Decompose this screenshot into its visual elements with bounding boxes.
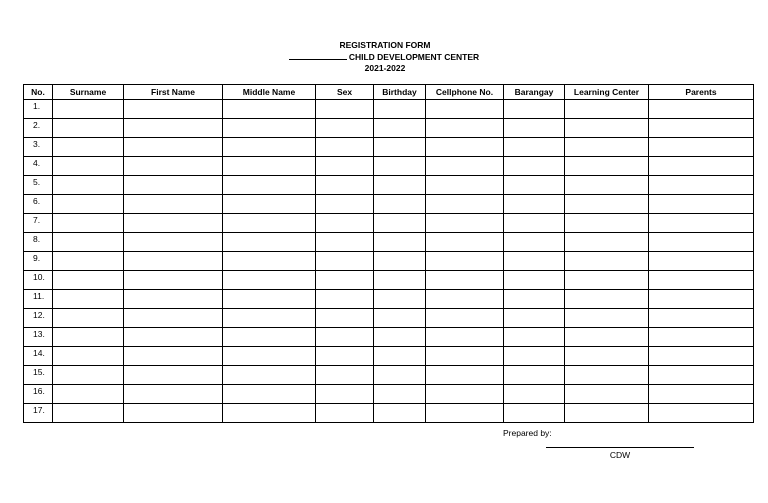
barangay-cell[interactable] — [504, 309, 565, 328]
form-title: REGISTRATION FORM — [339, 40, 431, 50]
first-name-cell[interactable] — [124, 347, 223, 366]
sex-cell[interactable] — [316, 309, 374, 328]
birthday-cell[interactable] — [374, 157, 426, 176]
column-header-first-name: First Name — [124, 85, 223, 100]
sex-cell[interactable] — [316, 214, 374, 233]
table-row — [24, 233, 754, 252]
row-number: 17. — [24, 404, 53, 423]
learning-center-cell[interactable] — [565, 366, 649, 385]
cellphone-cell[interactable] — [426, 309, 504, 328]
learning-center-cell[interactable] — [565, 404, 649, 423]
learning-center-cell[interactable] — [565, 233, 649, 252]
sex-cell[interactable] — [316, 195, 374, 214]
parents-cell[interactable] — [649, 100, 754, 119]
sex-cell[interactable] — [316, 176, 374, 195]
learning-center-cell[interactable] — [565, 195, 649, 214]
parents-cell[interactable] — [649, 119, 754, 138]
surname-cell[interactable] — [53, 100, 124, 119]
middle-name-cell[interactable] — [223, 119, 316, 138]
table-row — [24, 404, 754, 423]
row-number: 6. — [24, 195, 53, 214]
sex-cell[interactable] — [316, 290, 374, 309]
surname-cell[interactable] — [53, 328, 124, 347]
barangay-cell[interactable] — [504, 233, 565, 252]
birthday-cell[interactable] — [374, 271, 426, 290]
barangay-cell[interactable] — [504, 100, 565, 119]
first-name-cell[interactable] — [124, 214, 223, 233]
middle-name-cell[interactable] — [223, 366, 316, 385]
table-row — [24, 347, 754, 366]
parents-cell[interactable] — [649, 233, 754, 252]
row-number: 9. — [24, 252, 53, 271]
birthday-cell[interactable] — [374, 214, 426, 233]
column-header-cellphone: Cellphone No. — [426, 85, 504, 100]
cellphone-cell[interactable] — [426, 214, 504, 233]
cellphone-cell[interactable] — [426, 328, 504, 347]
cellphone-cell[interactable] — [426, 195, 504, 214]
first-name-cell[interactable] — [124, 119, 223, 138]
first-name-cell[interactable] — [124, 176, 223, 195]
sex-cell[interactable] — [316, 328, 374, 347]
table-row — [24, 271, 754, 290]
middle-name-cell[interactable] — [223, 176, 316, 195]
first-name-cell[interactable] — [124, 100, 223, 119]
column-header-no: No. — [24, 85, 53, 100]
barangay-cell[interactable] — [504, 404, 565, 423]
table-row — [24, 252, 754, 271]
table-row — [24, 176, 754, 195]
surname-cell[interactable] — [53, 404, 124, 423]
sex-cell[interactable] — [316, 157, 374, 176]
table-row — [24, 309, 754, 328]
row-number: 16. — [24, 385, 53, 404]
surname-cell[interactable] — [53, 157, 124, 176]
row-number: 8. — [24, 233, 53, 252]
first-name-cell[interactable] — [124, 404, 223, 423]
surname-cell[interactable] — [53, 252, 124, 271]
table-row — [24, 290, 754, 309]
table-row — [24, 119, 754, 138]
learning-center-cell[interactable] — [565, 214, 649, 233]
sex-cell[interactable] — [316, 385, 374, 404]
parents-cell[interactable] — [649, 195, 754, 214]
learning-center-cell[interactable] — [565, 176, 649, 195]
table-row — [24, 157, 754, 176]
barangay-cell[interactable] — [504, 328, 565, 347]
birthday-cell[interactable] — [374, 309, 426, 328]
surname-cell[interactable] — [53, 119, 124, 138]
row-number: 15. — [24, 366, 53, 385]
middle-name-cell[interactable] — [223, 290, 316, 309]
table-row — [24, 214, 754, 233]
learning-center-cell[interactable] — [565, 138, 649, 157]
center-line — [0, 51, 768, 63]
middle-name-cell[interactable] — [223, 328, 316, 347]
middle-name-cell[interactable] — [223, 271, 316, 290]
parents-cell[interactable] — [649, 138, 754, 157]
sex-cell[interactable] — [316, 119, 374, 138]
row-number: 10. — [24, 271, 53, 290]
school-year: 2021-2022 — [364, 63, 406, 73]
barangay-cell[interactable] — [504, 195, 565, 214]
barangay-cell[interactable] — [504, 176, 565, 195]
table-row — [24, 366, 754, 385]
sex-cell[interactable] — [316, 366, 374, 385]
cellphone-cell[interactable] — [426, 176, 504, 195]
table-row — [24, 195, 754, 214]
sex-cell[interactable] — [316, 271, 374, 290]
surname-cell[interactable] — [53, 347, 124, 366]
column-header-learning-center: Learning Center — [565, 85, 649, 100]
row-number: 1. — [24, 100, 53, 119]
cellphone-cell[interactable] — [426, 290, 504, 309]
barangay-cell[interactable] — [504, 138, 565, 157]
signature-line[interactable] — [546, 447, 694, 448]
first-name-cell[interactable] — [124, 138, 223, 157]
parents-cell[interactable] — [649, 385, 754, 404]
column-header-barangay: Barangay — [504, 85, 565, 100]
middle-name-cell[interactable] — [223, 385, 316, 404]
sex-cell[interactable] — [316, 100, 374, 119]
surname-cell[interactable] — [53, 138, 124, 157]
birthday-cell[interactable] — [374, 100, 426, 119]
form-header — [0, 40, 768, 74]
first-name-cell[interactable] — [124, 271, 223, 290]
barangay-cell[interactable] — [504, 252, 565, 271]
learning-center-cell[interactable] — [565, 100, 649, 119]
barangay-cell[interactable] — [504, 271, 565, 290]
column-header-surname: Surname — [53, 85, 124, 100]
column-header-middle-name: Middle Name — [223, 85, 316, 100]
registration-table — [23, 84, 754, 423]
sex-cell[interactable] — [316, 252, 374, 271]
column-header-sex: Sex — [316, 85, 374, 100]
middle-name-cell[interactable] — [223, 347, 316, 366]
parents-cell[interactable] — [649, 404, 754, 423]
sex-cell[interactable] — [316, 233, 374, 252]
learning-center-cell[interactable] — [565, 157, 649, 176]
row-number: 13. — [24, 328, 53, 347]
center-label: CHILD DEVELOPMENT CENTER — [348, 52, 480, 62]
barangay-cell[interactable] — [504, 290, 565, 309]
barangay-cell[interactable] — [504, 157, 565, 176]
row-number: 11. — [24, 290, 53, 309]
birthday-cell[interactable] — [374, 385, 426, 404]
cellphone-cell[interactable] — [426, 404, 504, 423]
table-row — [24, 385, 754, 404]
first-name-cell[interactable] — [124, 195, 223, 214]
cellphone-cell[interactable] — [426, 138, 504, 157]
middle-name-cell[interactable] — [223, 138, 316, 157]
learning-center-cell[interactable] — [565, 119, 649, 138]
sex-cell[interactable] — [316, 404, 374, 423]
cellphone-cell[interactable] — [426, 233, 504, 252]
sex-cell[interactable] — [316, 347, 374, 366]
surname-cell[interactable] — [53, 385, 124, 404]
middle-name-cell[interactable] — [223, 100, 316, 119]
first-name-cell[interactable] — [124, 385, 223, 404]
barangay-cell[interactable] — [504, 119, 565, 138]
first-name-cell[interactable] — [124, 233, 223, 252]
first-name-cell[interactable] — [124, 328, 223, 347]
surname-cell[interactable] — [53, 309, 124, 328]
row-number: 7. — [24, 214, 53, 233]
middle-name-cell[interactable] — [223, 195, 316, 214]
learning-center-cell[interactable] — [565, 385, 649, 404]
birthday-cell[interactable] — [374, 252, 426, 271]
birthday-cell[interactable] — [374, 404, 426, 423]
row-number: 4. — [24, 157, 53, 176]
row-number: 3. — [24, 138, 53, 157]
parents-cell[interactable] — [649, 347, 754, 366]
middle-name-cell[interactable] — [223, 252, 316, 271]
barangay-cell[interactable] — [504, 347, 565, 366]
learning-center-cell[interactable] — [565, 328, 649, 347]
birthday-cell[interactable] — [374, 290, 426, 309]
row-number: 14. — [24, 347, 53, 366]
parents-cell[interactable] — [649, 290, 754, 309]
learning-center-cell[interactable] — [565, 252, 649, 271]
first-name-cell[interactable] — [124, 157, 223, 176]
learning-center-cell[interactable] — [565, 290, 649, 309]
birthday-cell[interactable] — [374, 119, 426, 138]
first-name-cell[interactable] — [124, 366, 223, 385]
column-header-birthday: Birthday — [374, 85, 426, 100]
birthday-cell[interactable] — [374, 176, 426, 195]
sex-cell[interactable] — [316, 138, 374, 157]
barangay-cell[interactable] — [504, 385, 565, 404]
prepared-by-label: Prepared by: — [503, 428, 552, 438]
cellphone-cell[interactable] — [426, 366, 504, 385]
table-body — [24, 100, 754, 423]
learning-center-cell[interactable] — [565, 347, 649, 366]
cellphone-cell[interactable] — [426, 385, 504, 404]
surname-cell[interactable] — [53, 214, 124, 233]
cellphone-cell[interactable] — [426, 157, 504, 176]
middle-name-cell[interactable] — [223, 309, 316, 328]
birthday-cell[interactable] — [374, 138, 426, 157]
parents-cell[interactable] — [649, 366, 754, 385]
table-header-row — [24, 85, 754, 100]
parents-cell[interactable] — [649, 271, 754, 290]
parents-cell[interactable] — [649, 214, 754, 233]
parents-cell[interactable] — [649, 252, 754, 271]
column-header-parents: Parents — [649, 85, 754, 100]
surname-cell[interactable] — [53, 233, 124, 252]
learning-center-cell[interactable] — [565, 309, 649, 328]
middle-name-cell[interactable] — [223, 157, 316, 176]
parents-cell[interactable] — [649, 309, 754, 328]
surname-cell[interactable] — [53, 366, 124, 385]
cellphone-cell[interactable] — [426, 252, 504, 271]
table-row — [24, 138, 754, 157]
table-row — [24, 100, 754, 119]
cellphone-cell[interactable] — [426, 271, 504, 290]
row-number: 5. — [24, 176, 53, 195]
middle-name-cell[interactable] — [223, 214, 316, 233]
birthday-cell[interactable] — [374, 328, 426, 347]
birthday-cell[interactable] — [374, 366, 426, 385]
surname-cell[interactable] — [53, 290, 124, 309]
middle-name-cell[interactable] — [223, 404, 316, 423]
learning-center-cell[interactable] — [565, 271, 649, 290]
birthday-cell[interactable] — [374, 233, 426, 252]
center-name-blank[interactable] — [289, 51, 347, 60]
surname-cell[interactable] — [53, 271, 124, 290]
signatory-label: CDW — [609, 450, 631, 460]
birthday-cell[interactable] — [374, 347, 426, 366]
table-row — [24, 328, 754, 347]
surname-cell[interactable] — [53, 195, 124, 214]
cellphone-cell[interactable] — [426, 100, 504, 119]
middle-name-cell[interactable] — [223, 233, 316, 252]
parents-cell[interactable] — [649, 328, 754, 347]
birthday-cell[interactable] — [374, 195, 426, 214]
parents-cell[interactable] — [649, 176, 754, 195]
first-name-cell[interactable] — [124, 309, 223, 328]
surname-cell[interactable] — [53, 176, 124, 195]
cellphone-cell[interactable] — [426, 347, 504, 366]
barangay-cell[interactable] — [504, 366, 565, 385]
barangay-cell[interactable] — [504, 214, 565, 233]
parents-cell[interactable] — [649, 157, 754, 176]
row-number: 12. — [24, 309, 53, 328]
first-name-cell[interactable] — [124, 252, 223, 271]
row-number: 2. — [24, 119, 53, 138]
first-name-cell[interactable] — [124, 290, 223, 309]
cellphone-cell[interactable] — [426, 119, 504, 138]
